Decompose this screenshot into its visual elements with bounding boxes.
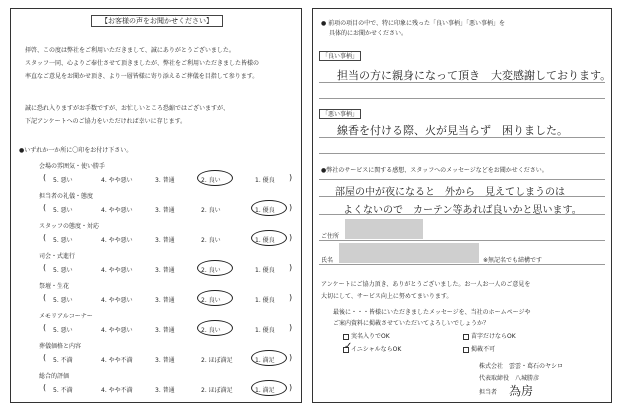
good-handwriting: 担当の方に親身になって頂き 大変感謝しております。 xyxy=(337,69,612,82)
rating-option[interactable]: 2. 良い xyxy=(201,267,221,274)
intro-line: 率直なご意見をお聞かせ頂き、より一層皆様に寄り添えるご葬儀を目指して参ります。 xyxy=(25,73,259,80)
handwritten-circle-mark xyxy=(197,170,233,186)
question-label: メモリアルコーナー xyxy=(39,313,93,320)
rating-row xyxy=(43,354,293,364)
rating-option[interactable]: 4. やや悪い xyxy=(101,207,133,214)
check-no-publish[interactable] xyxy=(463,344,495,353)
rule xyxy=(319,179,605,180)
bracket: ) xyxy=(289,173,293,182)
rating-row xyxy=(43,294,293,304)
question-label: スタッフの態度・対応 xyxy=(39,223,100,230)
right-intro: 具体的にお聞かせください。 xyxy=(329,30,408,37)
check-real-name[interactable] xyxy=(343,331,390,340)
closing-line: アンケートにご協力頂き、ありがとうございました。お一人お一人のご意見を xyxy=(321,281,531,288)
question-label: 司会・式進行 xyxy=(39,253,76,260)
intro-line: スタッフ一同、心よりご奉仕させて頂きましたが、弊社をご利用いただきました皆様の xyxy=(25,60,260,67)
bracket: ) xyxy=(289,353,293,362)
check-label: 実名入りでOK xyxy=(351,333,390,340)
check-label: イニシャルならOK xyxy=(351,346,402,353)
question-label: 葬儀価格と内容 xyxy=(39,343,82,350)
rating-option[interactable]: 2. ほぼ満足 xyxy=(201,387,233,394)
address-label: ご住所 xyxy=(321,233,340,240)
bracket: ( xyxy=(43,353,47,362)
rating-option[interactable]: 5. 悪い xyxy=(53,267,73,274)
rating-row xyxy=(43,324,293,334)
rating-option[interactable]: 3. 普通 xyxy=(155,237,175,244)
rule xyxy=(319,82,605,83)
rating-option[interactable]: 4. やや悪い xyxy=(101,237,133,244)
intro-line: 誠に恐れ入りますがお手数ですが、お忙しいところ恐縮ではございますが、 xyxy=(25,105,230,112)
rating-option[interactable]: 2. 良い xyxy=(201,207,221,214)
bracket: ) xyxy=(289,293,293,302)
rating-option[interactable]: 1. 優良 xyxy=(255,177,275,184)
redacted-address xyxy=(345,219,423,239)
rating-option[interactable]: 3. 普通 xyxy=(155,267,175,274)
bracket: ) xyxy=(289,263,293,272)
rating-option[interactable]: 2. 良い xyxy=(201,297,221,304)
rule xyxy=(319,196,605,197)
checkbox[interactable] xyxy=(463,347,469,353)
bracket: ( xyxy=(43,233,47,242)
rule xyxy=(319,240,605,241)
rating-option[interactable]: 3. 普通 xyxy=(155,327,175,334)
rating-option[interactable]: 1. 優良 xyxy=(255,267,275,274)
rating-option[interactable]: 2. 良い xyxy=(201,177,221,184)
checkbox[interactable] xyxy=(343,334,349,340)
rating-option[interactable]: 5. 悪い xyxy=(53,297,73,304)
handwritten-circle-mark xyxy=(251,200,287,216)
rule xyxy=(319,98,605,99)
rating-option[interactable]: 4. やや悪い xyxy=(101,327,133,334)
check-initials[interactable] xyxy=(343,340,402,353)
redacted-name xyxy=(339,243,479,263)
check-surname[interactable] xyxy=(463,331,516,340)
question-label: 会場の雰囲気・使い勝手 xyxy=(39,163,106,170)
survey-page-left xyxy=(10,8,302,403)
rating-option[interactable]: 5. 悪い xyxy=(53,177,73,184)
permission-line: 最後に・・・皆様にいただきましたメッセージを、当社のホームページや xyxy=(333,309,531,316)
bracket: ( xyxy=(43,203,47,212)
rating-option[interactable]: 1. 満足 xyxy=(255,387,275,394)
handwritten-circle-mark xyxy=(251,350,287,366)
staff-signature: 為房 xyxy=(509,384,534,398)
intro-line: 下記アンケートへのご協力をいただければ幸いに存じます。 xyxy=(25,118,187,125)
bracket: ) xyxy=(289,323,293,332)
survey-header: 【お客様の声をお聞かせください】 xyxy=(91,15,223,27)
rule xyxy=(319,264,605,265)
staff-label: 担当者 xyxy=(479,389,498,396)
rating-row xyxy=(43,204,293,214)
handwritten-circle-mark xyxy=(251,380,287,396)
question-label: 祭壇・生花 xyxy=(39,283,70,290)
service-handwriting: よくないので カーテン等あれば良いかと思います。 xyxy=(343,205,582,216)
checkbox-checked[interactable]: ✓ xyxy=(344,340,353,352)
rating-option[interactable]: 4. やや不満 xyxy=(101,357,133,364)
bracket: ) xyxy=(289,233,293,242)
rating-option[interactable]: 5. 悪い xyxy=(53,207,73,214)
rating-option[interactable]: 5. 不満 xyxy=(53,387,73,394)
rule xyxy=(319,137,605,138)
name-note: ※無記名でも結構です xyxy=(483,257,543,264)
bracket: ) xyxy=(289,203,293,212)
check-label: 掲載不可 xyxy=(471,346,496,353)
rating-option[interactable]: 2. ほぼ満足 xyxy=(201,357,233,364)
rating-option[interactable]: 3. 普通 xyxy=(155,297,175,304)
intro-line: 拝啓、この度は弊社をご利用いただきまして、誠にありがとうございました。 xyxy=(25,47,235,54)
permission-line: ご案内資料に掲載させていただいてよろしいでしょうか？ xyxy=(333,320,490,327)
handwritten-circle-mark xyxy=(197,320,233,336)
rating-option[interactable]: 2. 良い xyxy=(201,237,221,244)
rule xyxy=(319,214,605,215)
rating-option[interactable]: 4. やや不満 xyxy=(101,387,133,394)
right-intro: ● 前項の項目の中で、特に印象に残った「良い事柄」「悪い事柄」を xyxy=(321,20,506,27)
bracket: ( xyxy=(43,293,47,302)
rating-option[interactable]: 3. 普通 xyxy=(155,207,175,214)
rating-option[interactable]: 1. 優良 xyxy=(255,327,275,334)
name-label: 氏名 xyxy=(321,257,334,264)
question-label: 総合的評価 xyxy=(39,373,70,380)
rating-option[interactable]: 4. やや悪い xyxy=(101,267,133,274)
bracket: ( xyxy=(43,383,47,392)
closing-line: 大切にして、サービス向上に努めてまいります。 xyxy=(321,293,453,300)
bracket: ( xyxy=(43,173,47,182)
rating-row xyxy=(43,174,293,184)
handwritten-circle-mark xyxy=(251,230,287,246)
survey-page-right xyxy=(312,8,612,403)
rating-row xyxy=(43,234,293,244)
rating-option[interactable]: 1. 優良 xyxy=(255,237,275,244)
checkbox[interactable] xyxy=(463,334,469,340)
good-label: 「良い事柄」 xyxy=(319,51,361,61)
question-label: 担当者の礼儀・態度 xyxy=(39,193,94,200)
rating-option[interactable]: 1. 優良 xyxy=(255,297,275,304)
bracket: ) xyxy=(289,383,293,392)
rating-option[interactable]: 4. やや悪い xyxy=(101,297,133,304)
rule xyxy=(319,153,605,154)
bad-label: 「悪い事柄」 xyxy=(319,109,361,119)
handwritten-circle-mark xyxy=(197,260,233,276)
rating-row xyxy=(43,384,293,394)
rating-option[interactable]: 5. 悪い xyxy=(53,327,73,334)
representative: 代表取締役 八城勝彦 xyxy=(479,375,540,382)
company-name: 株式会社 雲雲・葛石のヤシロ xyxy=(479,363,563,370)
rating-option[interactable]: 5. 不満 xyxy=(53,357,73,364)
rating-option[interactable]: 2. 良い xyxy=(201,327,221,334)
service-handwriting: 部屋の中が夜になると 外から 見えてしまうのは xyxy=(335,187,565,198)
rating-row xyxy=(43,264,293,274)
check-label: 苗字だけならOK xyxy=(471,333,516,340)
rating-option[interactable]: 3. 普通 xyxy=(155,177,175,184)
rating-option[interactable]: 3. 普通 xyxy=(155,387,175,394)
rating-option[interactable]: 1. 満足 xyxy=(255,357,275,364)
rating-option[interactable]: 1. 優良 xyxy=(255,207,275,214)
bad-handwriting: 線香を付ける際、火が見当らず 困りました。 xyxy=(337,124,568,137)
rating-option[interactable]: 4. やや悪い xyxy=(101,177,133,184)
rating-option[interactable]: 3. 普通 xyxy=(155,357,175,364)
instruction: ●いずれか一か所に〇印をお付け下さい。 xyxy=(19,147,133,154)
handwritten-circle-mark xyxy=(197,290,233,306)
bracket: ( xyxy=(43,323,47,332)
service-prompt: ●弊社のサービスに関する感想、スタッフへのメッセージなどをお聞かせください。 xyxy=(321,167,548,174)
rating-option[interactable]: 5. 悪い xyxy=(53,237,73,244)
bracket: ( xyxy=(43,263,47,272)
